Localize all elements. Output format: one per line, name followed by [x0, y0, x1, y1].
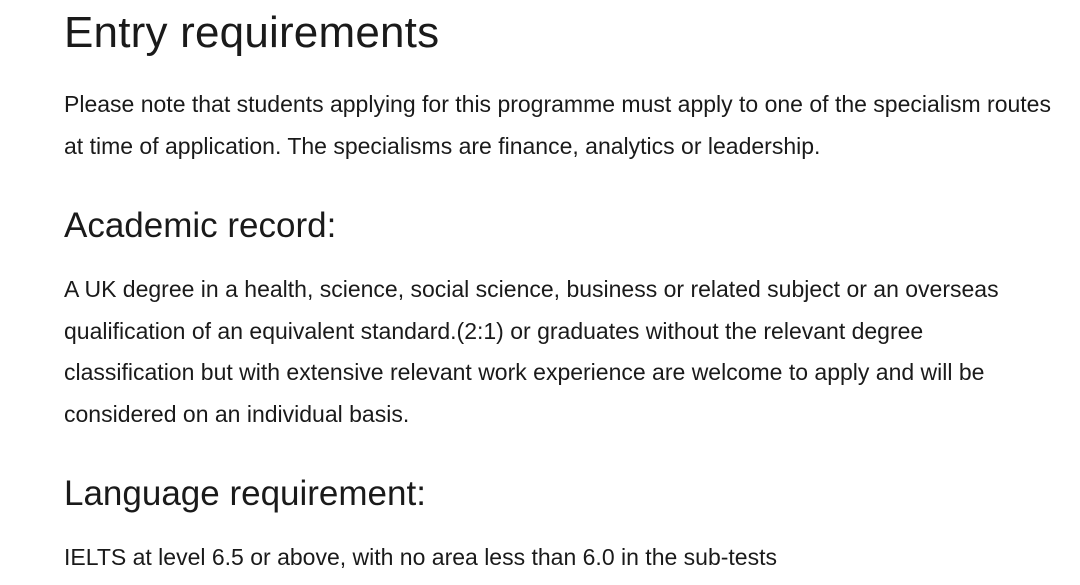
page-title: Entry requirements: [64, 8, 440, 57]
academic-record-text: A UK degree in a health, science, social science, business or related subject or an overseas qualification of an equivalent standard.(2:1) or graduates without the relevant degree classification but with extensive relevant work experience are welcome to apply and will be considered on an individual basis.: [64, 276, 999, 427]
language-requirement-text: IELTS at level 6.5 or above, with no area less than 6.0 in the sub-tests: [64, 544, 777, 570]
academic-record-heading: Academic record:: [64, 206, 337, 245]
language-requirement-heading: Language requirement:: [64, 474, 426, 513]
intro-paragraph: Please note that students applying for this programme must apply to one of the specialism routes at time of application. The specialisms are finance, analytics or leadership.: [64, 91, 1051, 159]
